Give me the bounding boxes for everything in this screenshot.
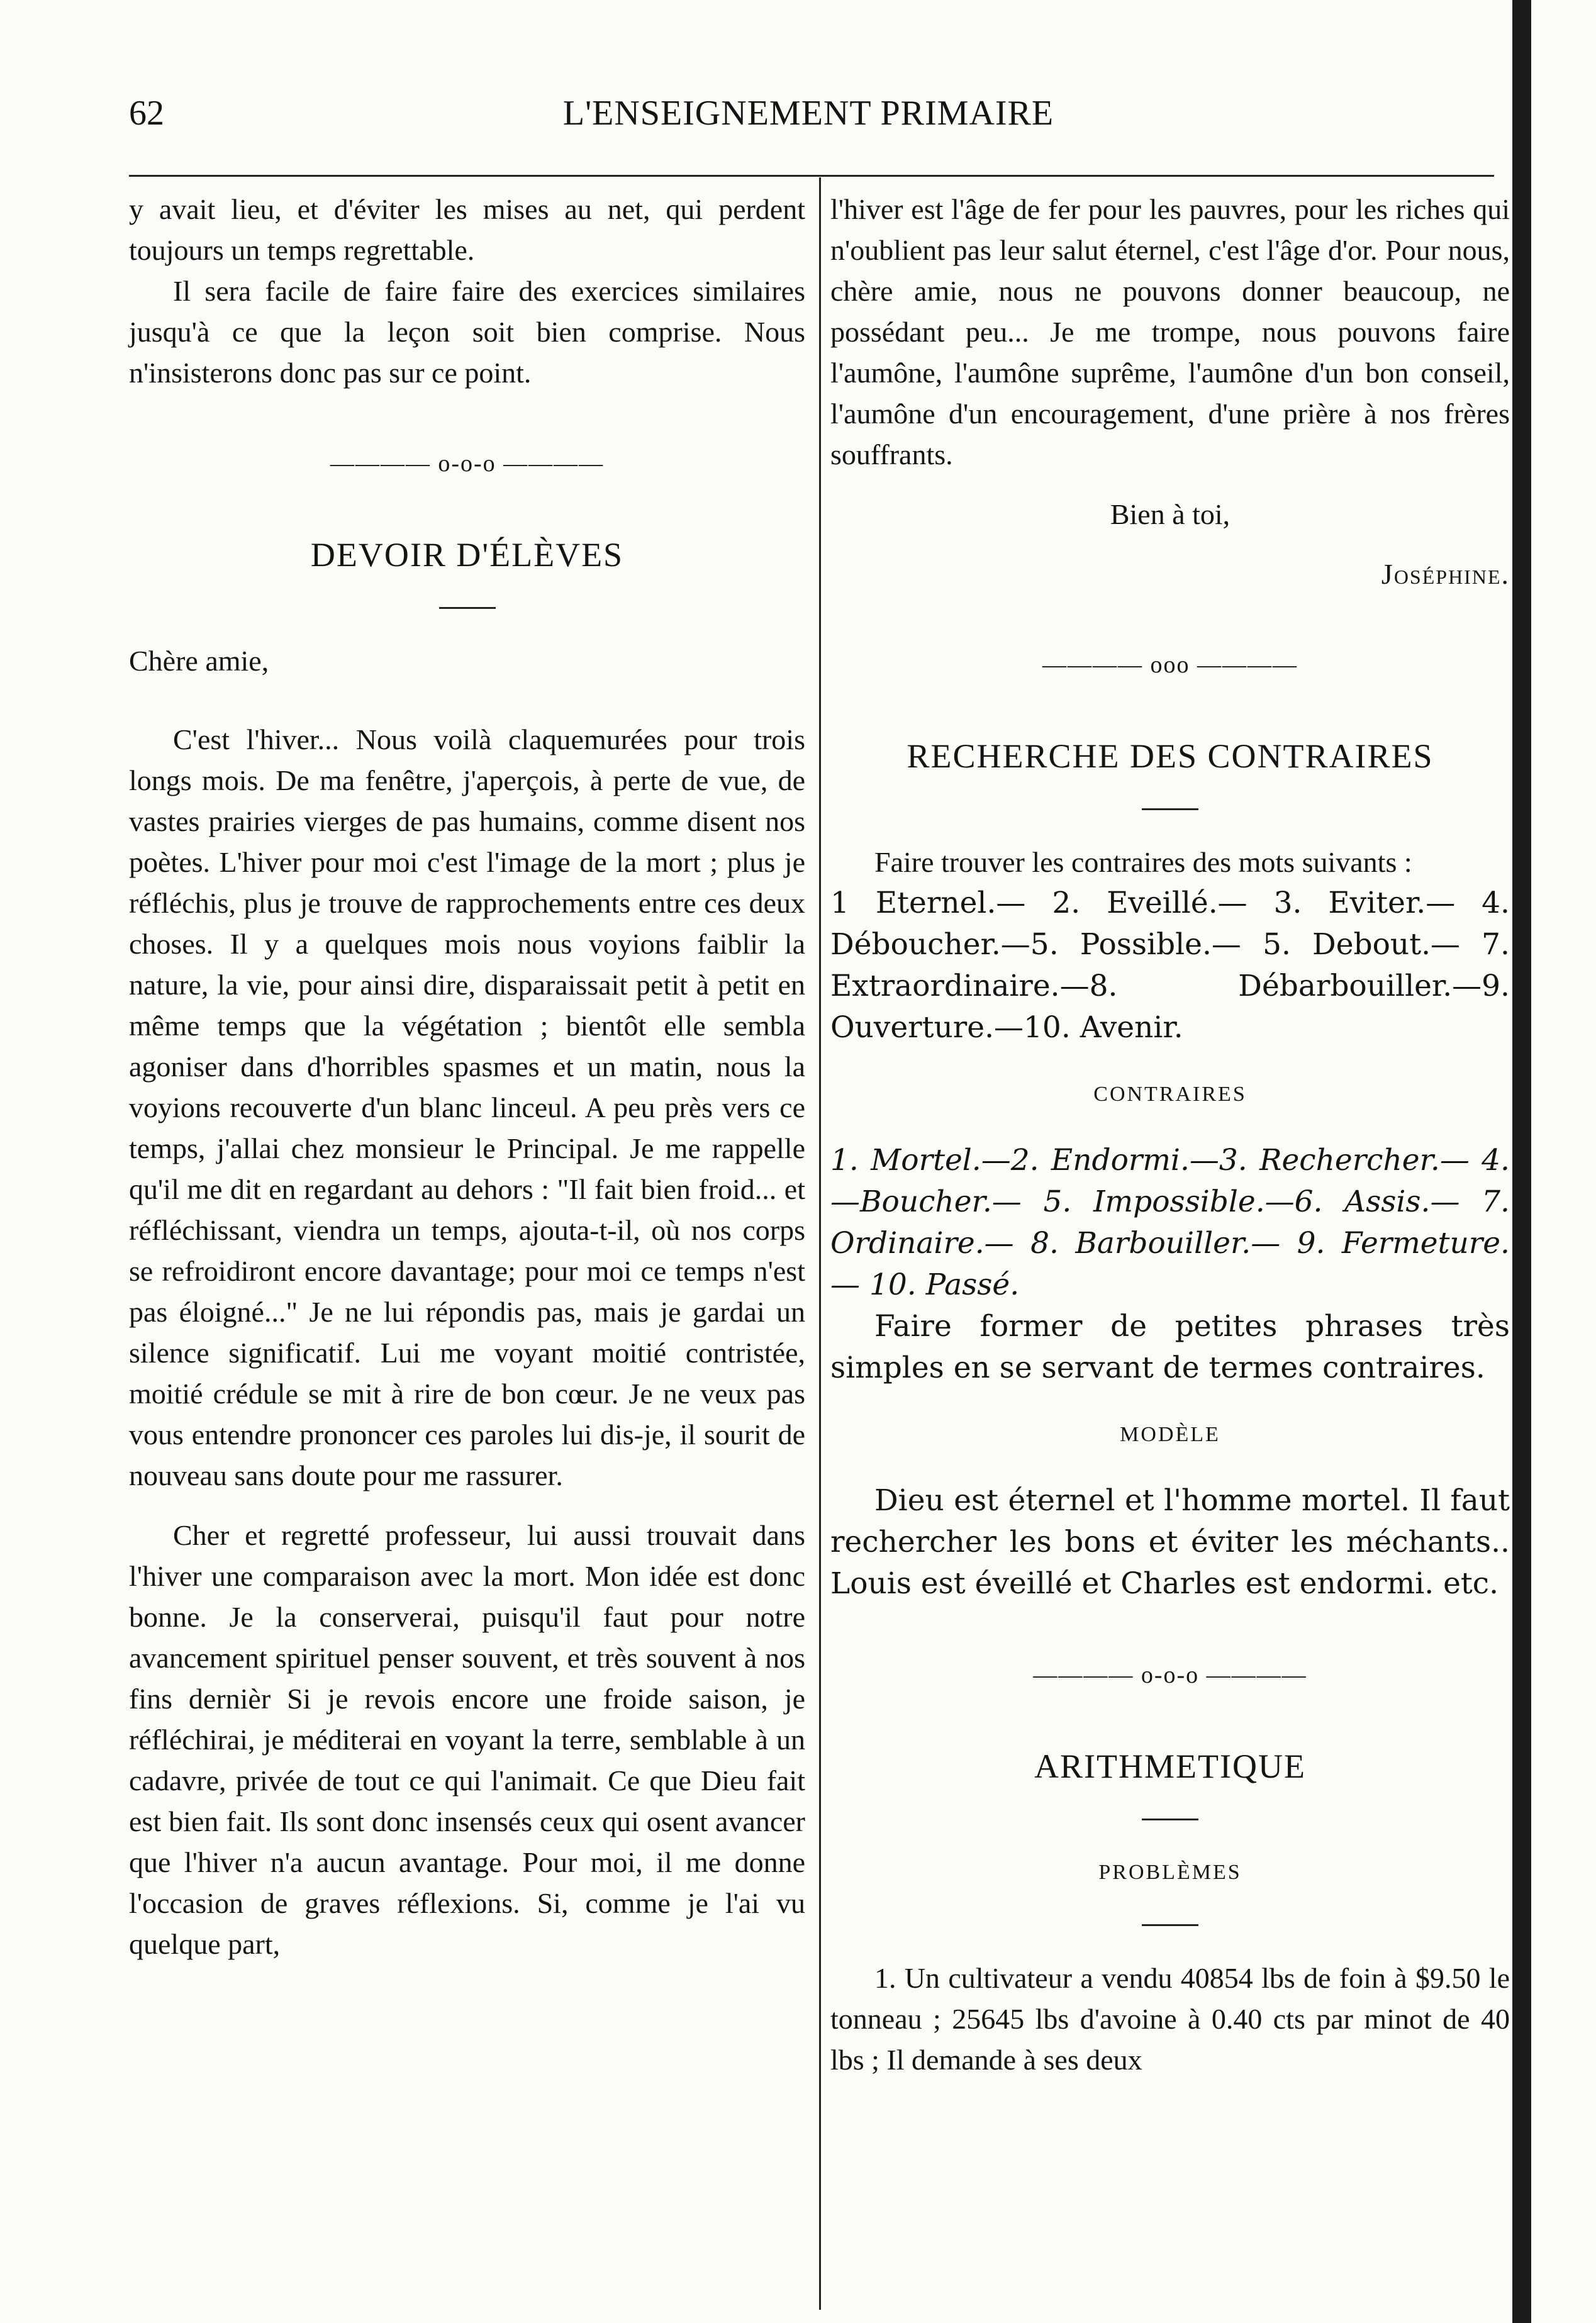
- running-title: L'ENSEIGNEMENT PRIMAIRE: [562, 94, 1054, 133]
- letter-salutation: Chère amie,: [129, 645, 269, 677]
- section-title-devoir: DEVOIR D'ÉLÈVES: [310, 536, 624, 574]
- page-header: [129, 93, 1488, 143]
- section-separator: ———— o-o-o ————: [330, 450, 605, 477]
- model-label: MODÈLE: [1120, 1423, 1220, 1446]
- title-dash-4: [1142, 1924, 1198, 1926]
- letter-signature: Joséphine.: [1381, 558, 1510, 590]
- title-dash: [439, 607, 496, 609]
- paragraph-continued: y avait lieu, et d'éviter les mises au net, qui perdent toujours un temps regrettable.: [129, 193, 805, 266]
- model-text: Dieu est éternel et l'homme mortel. Il faut rechercher les bons et éviter les méchants.. Louis est éveillé et Charles est endormi. etc.: [830, 1483, 1510, 1601]
- header-rule: [129, 175, 1494, 177]
- right-column: [830, 189, 1510, 2080]
- problems-label: PROBLÈMES: [1098, 1861, 1242, 1884]
- column-divider: [819, 177, 821, 2310]
- letter-paragraph-1: C'est l'hiver... Nous voilà claquemurées pour trois longs mois. De ma fenêtre, j'aperçois, à perte de vue, de vastes prairies vierges de pas humains, comme disent nos poètes. L'hiver pour moi c'est l'image de la mort ; plus je réfléchis, plus je trouve de rapprochements entre ces deux choses. Il y a quelques mois nous voyions faiblir la nature, la vie, pour ainsi dire, disparaissait petit à petit en même temps que la végétation ; bientôt elle sembla agoniser dans d'horribles spasmes et un matin, nous la voyions recouverte d'un blanc linceul. A peu près vers ce temps, j'allai chez monsieur le Principal. Je me rappelle qu'il me dit en regardant au dehors : "Il fait bien froid... et réfléchissant, viendra un temps, ajouta-t-il, où nos corps se refroidiront encore davantage; pour moi ce temps n'est pas éloigné..." Je ne lui répondis pas, mais je gardai un silence significatif. Lui me voyant moitié contristée, moitié crédule se mit à rire de bon cœur. Je ne veux pas vous entendre prononcer ces paroles lui dis-je, il sourit de nouveau sans doute pour me rassurer.: [129, 723, 805, 1491]
- problem-1: 1. Un cultivateur a vendu 40854 lbs de foin à $9.50 le tonneau ; 25645 lbs d'avoine à 0.40 cts par minot de 40 lbs ; Il demande à ses deux: [830, 1962, 1510, 2076]
- section-title-contraires: RECHERCHE DES CONTRAIRES: [907, 737, 1434, 775]
- exercise-instruction: Faire trouver les contraires des mots suivants :: [874, 846, 1412, 878]
- exercise-word-list: 1 Eternel.— 2. Eveillé.— 3. Eviter.— 4. Déboucher.—5. Possible.— 5. Debout.— 7. Extraordinaire.—8. Débarbouiller.—9. Ouverture.—10. Avenir.: [830, 886, 1510, 1045]
- section-separator-2: ———— ooo ————: [1042, 652, 1298, 678]
- letter-paragraph-2: Cher et regretté professeur, lui aussi trouvait dans l'hiver une comparaison avec la mort. Mon idée est donc bonne. Je la conserverai, puisqu'il faut pour notre avancement spirituel penser souvent, et très souvent à nos fins dernièr Si je revois encore une froide saison, je réfléchirai, je méditerai en voyant la terre, semblable à un cadavre, privée de tout ce qui l'animait. Ce que Dieu fait est bien fait. Ils sont donc insensés ceux qui osent avancer que l'hiver n'a aucun avantage. Pour moi, il me donne l'occasion de graves réflexions. Si, comme je l'ai vu quelque part,: [129, 1519, 805, 1960]
- sentence-instruction: Faire former de petites phrases très simples en se servant de termes contraires.: [830, 1309, 1510, 1385]
- section-separator-3: ———— o-o-o ————: [1033, 1662, 1307, 1688]
- left-column: [129, 189, 805, 1964]
- letter-paragraph-3: l'hiver est l'âge de fer pour les pauvres, pour les riches qui n'oublient pas leur salut éternel, c'est l'âge d'or. Pour nous, chère amie, nous ne pouvons donner beaucoup, ne possédant peu... Je me trompe, nous pouvons faire l'aumône, l'aumône suprême, l'aumône d'un bon conseil, l'aumône d'un encouragement, d'une prière à nos frères souffrants.: [830, 193, 1510, 471]
- section-title-arithmetique: ARITHMETIQUE: [1034, 1747, 1306, 1785]
- letter-closing: Bien à toi,: [1110, 498, 1230, 530]
- title-dash-3: [1142, 1819, 1198, 1820]
- answers-list: [830, 1140, 1510, 1306]
- answers-label: CONTRAIRES: [1093, 1083, 1247, 1106]
- title-dash-2: [1142, 808, 1198, 810]
- answers-text: 1. Mortel.—2. Endormi.—3. Rechercher.— 4.—Boucher.— 5. Impossible.—6. Assis.— 7. Ordinaire.— 8. Barbouiller.— 9. Fermeture.— 10. Passé.: [830, 1143, 1510, 1302]
- page-number: 62: [129, 94, 164, 133]
- paragraph-exercises: Il sera facile de faire faire des exercices similaires jusqu'à ce que la leçon soit bien comprise. Nous n'insisterons donc pas sur ce point.: [129, 275, 805, 389]
- binding-shadow: [1512, 0, 1531, 2323]
